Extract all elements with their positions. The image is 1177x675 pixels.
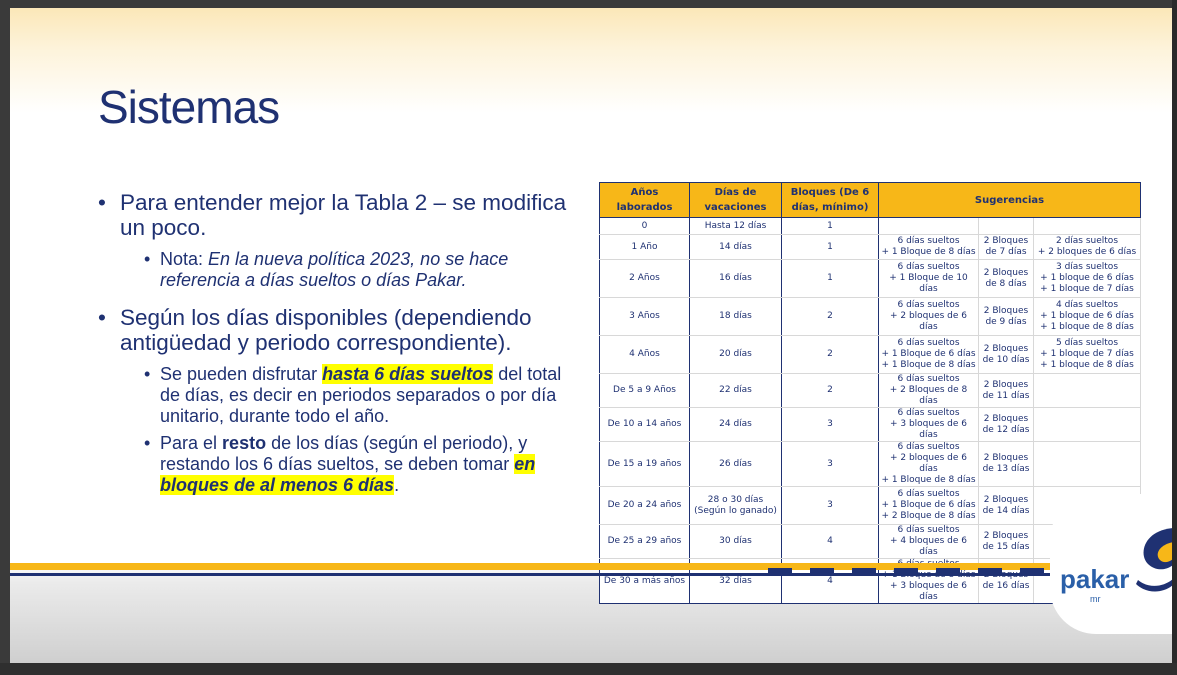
table-row bbox=[600, 298, 1141, 336]
cell-sugerencia-2: 2 Bloques de 10 días bbox=[979, 336, 1034, 374]
cell-bloques: 2 bbox=[782, 374, 879, 408]
footer-dash bbox=[852, 568, 876, 576]
bullet-dias-sueltos bbox=[144, 364, 578, 427]
table-row bbox=[600, 218, 1141, 235]
cell-bloques: 2 bbox=[782, 336, 879, 374]
cell-sugerencia-3: 4 días sueltos + 1 bloque de 6 días + 1 bloque de 8 días bbox=[1034, 298, 1141, 336]
cell-bloques: 3 bbox=[782, 442, 879, 487]
footer-dash bbox=[894, 568, 918, 576]
cell-dias: 32 días bbox=[690, 559, 782, 604]
cell-sugerencia-1: 6 días sueltos + 2 bloques de 6 días + 1 Bloque de 8 días bbox=[879, 442, 979, 487]
cell-bloques: 4 bbox=[782, 559, 879, 604]
cell-sugerencia-1: 6 días sueltos + 1 Bloque de 6 días + 2 Bloque de 8 días bbox=[879, 487, 979, 525]
table-row bbox=[600, 442, 1141, 487]
cell-sugerencia-3 bbox=[1034, 408, 1141, 442]
table-row bbox=[600, 260, 1141, 298]
cell-sugerencia-1 bbox=[879, 218, 979, 235]
resto-post: . bbox=[394, 475, 400, 495]
cell-sugerencia-2: 2 Bloques de 8 días bbox=[979, 260, 1034, 298]
cell-sugerencia-2: 2 Bloques de 14 días bbox=[979, 487, 1034, 525]
cell-sugerencia-1: 6 días sueltos + 1 Bloque de 6 días + 1 Bloque de 8 días bbox=[879, 336, 979, 374]
table-row bbox=[600, 235, 1141, 260]
cell-sugerencia-1: 6 días sueltos + 2 Bloques de 8 días bbox=[879, 374, 979, 408]
table-header-row bbox=[600, 183, 1141, 218]
cell-anos: De 25 a 29 años bbox=[600, 525, 690, 559]
cell-anos: De 30 a más años bbox=[600, 559, 690, 604]
cell-anos: 2 Años bbox=[600, 260, 690, 298]
cell-anos: De 10 a 14 años bbox=[600, 408, 690, 442]
pakar-logo-sub: mr bbox=[1090, 594, 1101, 604]
cell-dias: 26 días bbox=[690, 442, 782, 487]
cell-anos: 4 Años bbox=[600, 336, 690, 374]
cell-bloques: 2 bbox=[782, 298, 879, 336]
cell-dias: 14 días bbox=[690, 235, 782, 260]
cell-dias: 28 o 30 días (Según lo ganado) bbox=[690, 487, 782, 525]
bullet-tabla-text: Para entender mejor la Tabla 2 – se modifica un poco. bbox=[120, 190, 567, 240]
slide bbox=[10, 8, 1172, 663]
table-row bbox=[600, 374, 1141, 408]
cell-bloques: 4 bbox=[782, 525, 879, 559]
footer-dash bbox=[978, 568, 1002, 576]
cell-anos: De 20 a 24 años bbox=[600, 487, 690, 525]
bullet-dias-text: Según los días disponibles (dependiendo antigüedad y periodo correspondiente). bbox=[120, 305, 532, 355]
cell-sugerencia-3: 3 días sueltos + 1 bloque de 6 días + 1 bloque de 7 días bbox=[1034, 260, 1141, 298]
pakar-logo-text: pakar bbox=[1060, 564, 1130, 594]
cell-bloques: 1 bbox=[782, 218, 879, 235]
header-sugerencias: Sugerencias bbox=[879, 183, 1141, 218]
bloques-highlight: en bloques de al menos 6 días bbox=[160, 454, 536, 495]
cell-sugerencia-3 bbox=[1034, 374, 1141, 408]
cell-anos: 3 Años bbox=[600, 298, 690, 336]
footer-dash bbox=[936, 568, 960, 576]
cell-sugerencia-2: 2 Bloques de 15 días bbox=[979, 525, 1034, 559]
nota-prefix: Nota: bbox=[160, 249, 209, 269]
cell-sugerencia-3 bbox=[1034, 218, 1141, 235]
cell-sugerencia-3 bbox=[1034, 442, 1141, 487]
cell-anos: 1 Año bbox=[600, 235, 690, 260]
header-dias: Días de vacaciones bbox=[690, 183, 782, 218]
cell-anos: 0 bbox=[600, 218, 690, 235]
footer-dash bbox=[810, 568, 834, 576]
cell-sugerencia-3: 5 días sueltos + 1 bloque de 7 días + 1 bloque de 8 días bbox=[1034, 336, 1141, 374]
cell-sugerencia-2: 2 Bloques de 12 días bbox=[979, 408, 1034, 442]
cell-sugerencia-1: 6 días sueltos + 3 bloques de 6 días bbox=[879, 408, 979, 442]
window-frame-right bbox=[1172, 0, 1177, 675]
bullet-list bbox=[98, 190, 578, 496]
sueltos-post: del total de días, es decir en periodos separados o por día unitario, durante todo el año. bbox=[160, 364, 562, 426]
cell-dias: 20 días bbox=[690, 336, 782, 374]
bullet-dias-disponibles bbox=[98, 305, 578, 355]
sueltos-highlight: hasta 6 días sueltos bbox=[322, 364, 494, 384]
cell-sugerencia-2: de 16 días bbox=[979, 559, 1034, 604]
cell-sugerencia-2: 2 Bloques de 7 días bbox=[979, 235, 1034, 260]
cell-sugerencia-2 bbox=[979, 218, 1034, 235]
nota-text: En la nueva política 2023, no se hace referencia a días sueltos o días Pakar. bbox=[160, 249, 509, 290]
footer-dash bbox=[768, 568, 792, 576]
cell-sugerencia-1: + 3 bloques de 6 días bbox=[879, 559, 979, 604]
cell-sugerencia-1: 6 días sueltos + 1 Bloque de 10 días bbox=[879, 260, 979, 298]
pakar-logo-icon bbox=[1134, 524, 1172, 594]
cell-sugerencia-2: 2 Bloques de 9 días bbox=[979, 298, 1034, 336]
cell-anos: De 5 a 9 Años bbox=[600, 374, 690, 408]
cell-dias: 16 días bbox=[690, 260, 782, 298]
cell-anos: De 15 a 19 años bbox=[600, 442, 690, 487]
resto-pre: Para el bbox=[160, 433, 223, 453]
window-frame-bottom bbox=[0, 663, 1177, 675]
resto-mid: de los días (según el periodo), y restando los 6 días sueltos, se deben tomar bbox=[160, 433, 528, 474]
slide-title: Sistemas bbox=[98, 81, 280, 133]
cell-sugerencia-1: 6 días sueltos + 1 Bloque de 8 días bbox=[879, 235, 979, 260]
cell-sugerencia-2: 2 Bloques de 11 días bbox=[979, 374, 1034, 408]
cell-sugerencia-1: 6 días sueltos + 4 bloques de 6 días bbox=[879, 525, 979, 559]
cell-bloques: 1 bbox=[782, 260, 879, 298]
cell-dias: 30 días bbox=[690, 525, 782, 559]
cell-sugerencia-3: 2 días sueltos + 2 bloques de 6 días bbox=[1034, 235, 1141, 260]
bullet-resto bbox=[144, 433, 578, 496]
bullet-nota bbox=[144, 249, 578, 291]
header-bloques: Bloques (De 6 días, mínimo) bbox=[782, 183, 879, 218]
bullet-tabla bbox=[98, 190, 578, 240]
sueltos-pre: Se pueden disfrutar bbox=[160, 364, 323, 384]
footer-dash bbox=[1020, 568, 1044, 576]
table-row bbox=[600, 336, 1141, 374]
cell-dias: Hasta 12 días bbox=[690, 218, 782, 235]
cell-dias: 18 días bbox=[690, 298, 782, 336]
resto-bold: resto bbox=[222, 433, 267, 453]
cell-sugerencia-1: 6 días sueltos + 2 bloques de 6 días bbox=[879, 298, 979, 336]
cell-bloques: 1 bbox=[782, 235, 879, 260]
cell-bloques: 3 bbox=[782, 408, 879, 442]
cell-bloques: 3 bbox=[782, 487, 879, 525]
table-row bbox=[600, 408, 1141, 442]
cell-dias: 24 días bbox=[690, 408, 782, 442]
cell-dias: 22 días bbox=[690, 374, 782, 408]
cell-sugerencia-2: 2 Bloques de 13 días bbox=[979, 442, 1034, 487]
header-anos: Años laborados bbox=[600, 183, 690, 218]
